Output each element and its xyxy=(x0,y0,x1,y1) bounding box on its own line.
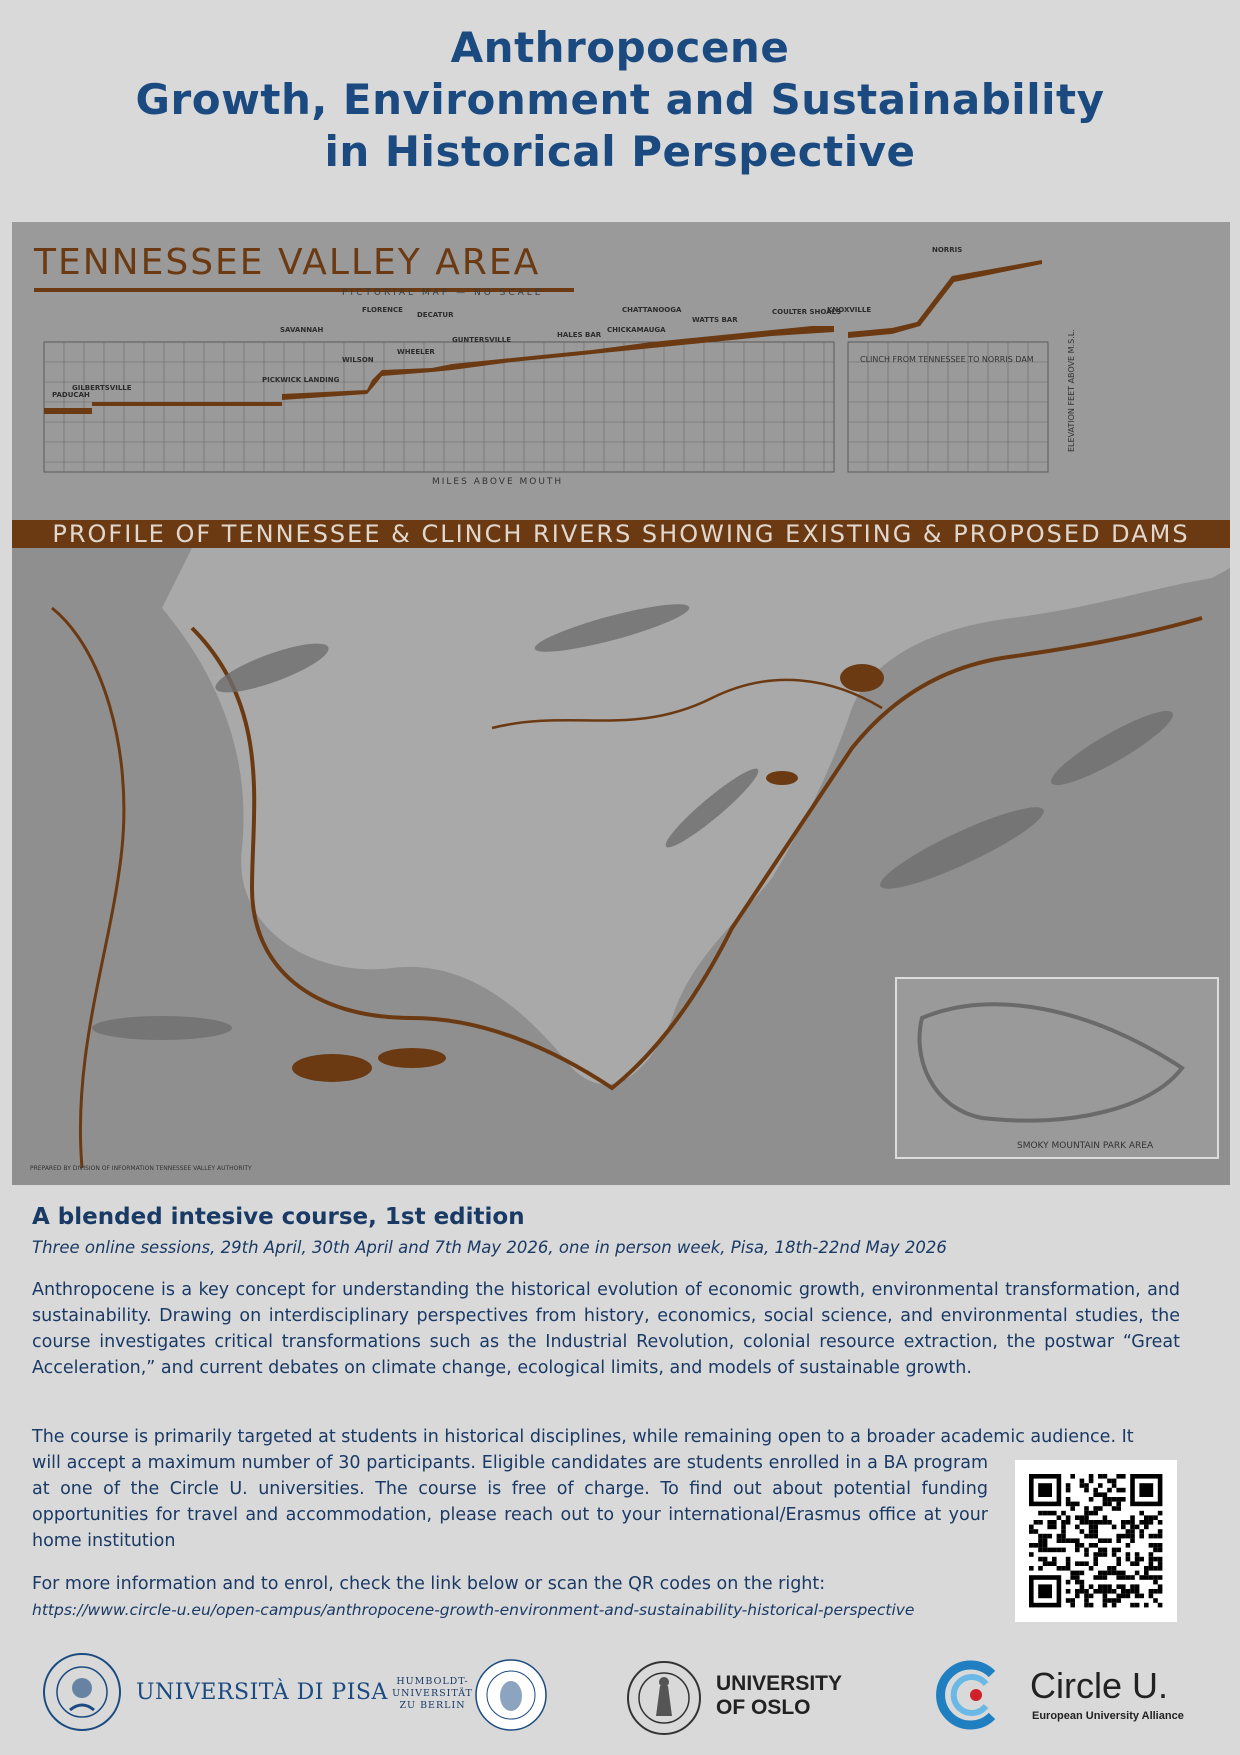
dam-label: PADUCAH xyxy=(52,391,90,399)
clinch-profile xyxy=(848,260,1042,338)
profile-axis-label: MILES ABOVE MOUTH xyxy=(432,477,564,487)
dam-label: CHICKAMAUGA xyxy=(607,326,666,334)
elevation-label: ELEVATION FEET ABOVE M.S.L. xyxy=(1067,329,1076,452)
course-heading: A blended intesive course, 1st edition xyxy=(32,1204,525,1230)
dam-label: NORRIS xyxy=(932,246,963,254)
more-info-text: For more information and to enrol, check the link below or scan the QR codes on the right: xyxy=(32,1574,826,1594)
course-description: Anthropocene is a key concept for understanding the historical evolution of economic growth, environmental transformation, and sustainability. Drawing on interdisciplinary perspectives from history, economics, social science, and environmental studies, the course investigates critical transformations such as the Industrial Revolution, colonial resource extraction, the postwar “Great Acceleration,” and current debates on climate change, ecological limits, and models of sustainable growth. xyxy=(32,1280,1180,1378)
dam-label: COULTER SHOALS xyxy=(772,308,842,316)
profile-banner: PROFILE OF TENNESSEE & CLINCH RIVERS SHOWING EXISTING & PROPOSED DAMS xyxy=(12,520,1230,548)
title-line-2: Growth, Environment and Sustainability xyxy=(135,75,1105,124)
oslo-seal-logo xyxy=(626,1660,702,1736)
oslo-line-1: UNIVERSITY xyxy=(716,1672,843,1695)
profile-chart xyxy=(12,222,1230,522)
circle-u-logo xyxy=(936,1658,1010,1732)
humboldt-seal-logo xyxy=(474,1658,548,1732)
clinch-label: CLINCH FROM TENNESSEE TO NORRIS DAM xyxy=(860,355,1034,364)
dam-label: FLORENCE xyxy=(362,306,403,314)
oslo-name xyxy=(716,1672,842,1720)
pisa-seal-logo xyxy=(42,1652,122,1732)
title-line-1: Anthropocene xyxy=(450,23,790,72)
title-line-3: in Historical Perspective xyxy=(324,127,916,176)
tennessee-profile xyxy=(44,326,834,414)
map-subtitle: PICTORIAL MAP — NO SCALE xyxy=(342,288,544,298)
dam-label: WATTS BAR xyxy=(692,316,738,324)
dam-label: GUNTERSVILLE xyxy=(452,336,512,344)
pictorial-map xyxy=(12,548,1230,1185)
course-link[interactable]: https://www.circle-u.eu/open-campus/anthropocene-growth-environment-and-sustainability-historical-perspective xyxy=(32,1601,915,1619)
dam-label: CHATTANOOGA xyxy=(622,306,682,314)
tennessee-valley-map xyxy=(12,222,1230,1185)
course-eligibility: will accept a maximum number of 30 participants. Eligible candidates are students enrolled in a BA program at one of the Circle U. universities. The course is free of charge. To find out about potential funding opportunities for travel and accommodation, please reach out to your international/Erasmus office at your home institution xyxy=(32,1453,988,1551)
qr-code-pattern xyxy=(1015,1460,1177,1622)
map-credit: PREPARED BY DIVISION OF INFORMATION TENNESSEE VALLEY AUTHORITY xyxy=(30,1165,252,1172)
dam-label: HALES BAR xyxy=(557,331,602,339)
dam-label: DECATUR xyxy=(417,311,454,319)
dam-label: WILSON xyxy=(342,356,374,364)
dam-label: GILBERTSVILLE xyxy=(72,384,132,392)
course-eligibility-line1: The course is primarily targeted at students in historical disciplines, while remaining open to a broader academic audience. It xyxy=(32,1427,1134,1447)
river-profile xyxy=(12,222,1230,522)
circle-u-tagline: European University Alliance xyxy=(1032,1710,1184,1722)
inset-label: SMOKY MOUNTAIN PARK AREA xyxy=(1017,1141,1154,1151)
qr-code[interactable] xyxy=(1015,1460,1177,1622)
dam-label: PICKWICK LANDING xyxy=(262,376,340,384)
oslo-line-2: OF OSLO xyxy=(716,1696,811,1719)
dam-label: WHEELER xyxy=(397,348,435,356)
pisa-name: UNIVERSITÀ DI PISA xyxy=(136,1680,388,1705)
poster-title xyxy=(0,22,1240,178)
dam-label: KNOXVILLE xyxy=(827,306,872,314)
course-sessions: Three online sessions, 29th April, 30th April and 7th May 2026, one in person week, Pisa, 18th-22nd May 2026 xyxy=(32,1238,947,1257)
humboldt-name: HUMBOLDT- UNIVERSITÄT ZU BERLIN xyxy=(392,1676,473,1711)
dam-label: SAVANNAH xyxy=(280,326,324,334)
circle-u-name: Circle U. xyxy=(1030,1665,1169,1706)
map-title: TENNESSEE VALLEY AREA xyxy=(34,242,541,283)
